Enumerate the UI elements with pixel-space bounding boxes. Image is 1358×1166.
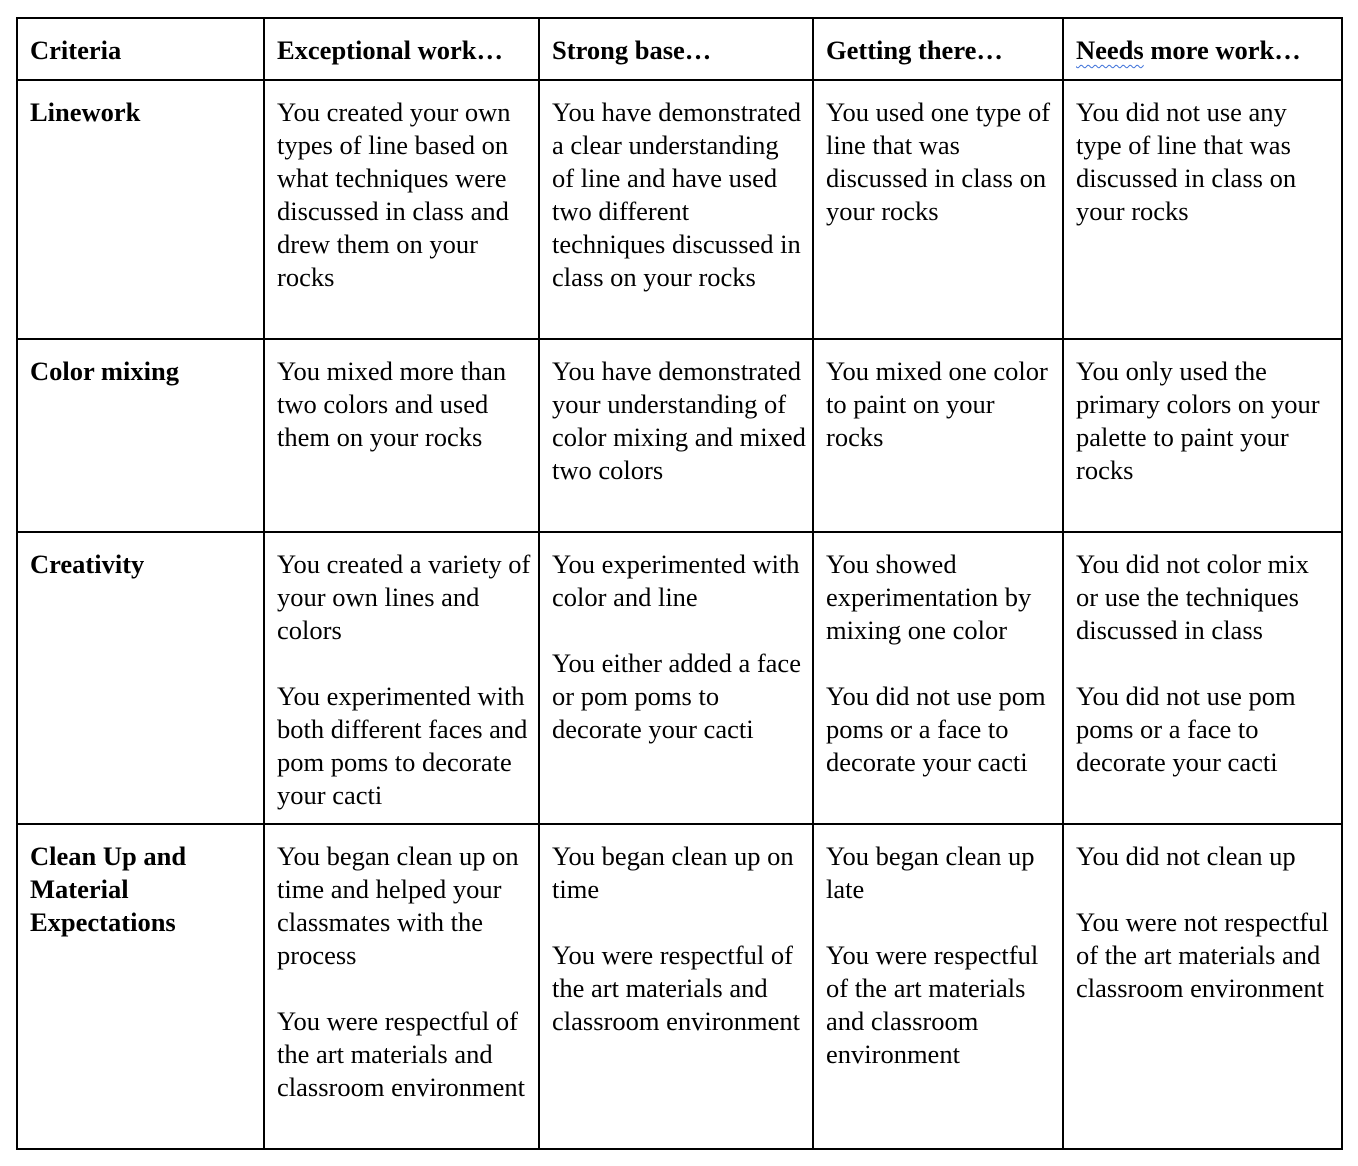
cell-paragraph: You only used the primary colors on your palette to paint your rocks: [1076, 356, 1320, 485]
criterion-cell: Color mixing: [17, 339, 264, 532]
cell-paragraph: You mixed more than two colors and used them on your rocks: [277, 356, 507, 452]
exceptional-cell: [264, 339, 539, 532]
strong-cell: [539, 80, 813, 339]
exceptional-cell: [264, 532, 539, 824]
strong-cell: [539, 339, 813, 532]
header-needs-more-work-rest: more work…: [1143, 35, 1301, 65]
cell-paragraph: You created a variety of your own lines and colors: [277, 549, 531, 645]
header-criteria: Criteria: [17, 18, 264, 80]
cell-paragraph: You experimented with color and line: [552, 549, 800, 612]
cell-paragraph: You were respectful of the art materials and classroom environment: [277, 1006, 526, 1102]
cell-paragraph: You were respectful of the art materials and classroom environment: [552, 940, 801, 1036]
exceptional-cell: [264, 824, 539, 1149]
cell-paragraph: You began clean up on time: [552, 841, 794, 904]
criterion-cell: Clean Up and Material Expectations: [17, 824, 264, 1149]
cell-paragraph: You were not respectful of the art materials and classroom environment: [1076, 907, 1329, 1003]
header-needs-more-work: [1063, 18, 1342, 80]
cell-paragraph: You created your own types of line based on what techniques were discussed in class and drew them on your rocks: [277, 97, 511, 292]
strong-cell: [539, 824, 813, 1149]
header-strong: Strong base…: [539, 18, 813, 80]
needs-more-work-cell: [1063, 532, 1342, 824]
spellcheck-flagged-word[interactable]: Needs: [1076, 35, 1144, 65]
header-getting-there: Getting there…: [813, 18, 1063, 80]
cell-paragraph: You did not clean up: [1076, 841, 1296, 871]
table-row: [17, 824, 1342, 1149]
getting-there-cell: [813, 339, 1063, 532]
rubric-table: [16, 17, 1343, 1150]
cell-paragraph: You showed experimentation by mixing one color: [826, 549, 1032, 645]
table-row: [17, 339, 1342, 532]
strong-cell: [539, 532, 813, 824]
cell-paragraph: You experimented with both different faces and pom poms to decorate your cacti: [277, 681, 528, 810]
cell-paragraph: You did not use any type of line that was discussed in class on your rocks: [1076, 97, 1297, 226]
cell-paragraph: You either added a face or pom poms to decorate your cacti: [552, 648, 801, 744]
cell-paragraph: You have demonstrated a clear understanding of line and have used two different techniques discussed in class on your rocks: [552, 97, 802, 292]
cell-paragraph: You began clean up late: [826, 841, 1035, 904]
cell-paragraph: You mixed one color to paint on your rocks: [826, 356, 1048, 452]
criterion-cell: Linework: [17, 80, 264, 339]
cell-paragraph: You did not use pom poms or a face to decorate your cacti: [1076, 681, 1296, 777]
cell-paragraph: You were respectful of the art materials and classroom environment: [826, 940, 1039, 1069]
table-row: [17, 532, 1342, 824]
table-row: [17, 80, 1342, 339]
exceptional-cell: [264, 80, 539, 339]
needs-more-work-cell: [1063, 824, 1342, 1149]
needs-more-work-cell: [1063, 80, 1342, 339]
cell-paragraph: You have demonstrated your understanding of color mixing and mixed two colors: [552, 356, 806, 485]
needs-more-work-cell: [1063, 339, 1342, 532]
cell-paragraph: You did not use pom poms or a face to decorate your cacti: [826, 681, 1046, 777]
header-row: [17, 18, 1342, 80]
header-exceptional: Exceptional work…: [264, 18, 539, 80]
cell-paragraph: You used one type of line that was discussed in class on your rocks: [826, 97, 1051, 226]
getting-there-cell: [813, 80, 1063, 339]
getting-there-cell: [813, 532, 1063, 824]
cell-paragraph: You began clean up on time and helped your classmates with the process: [277, 841, 519, 970]
cell-paragraph: You did not color mix or use the techniques discussed in class: [1076, 549, 1309, 645]
getting-there-cell: [813, 824, 1063, 1149]
criterion-cell: Creativity: [17, 532, 264, 824]
